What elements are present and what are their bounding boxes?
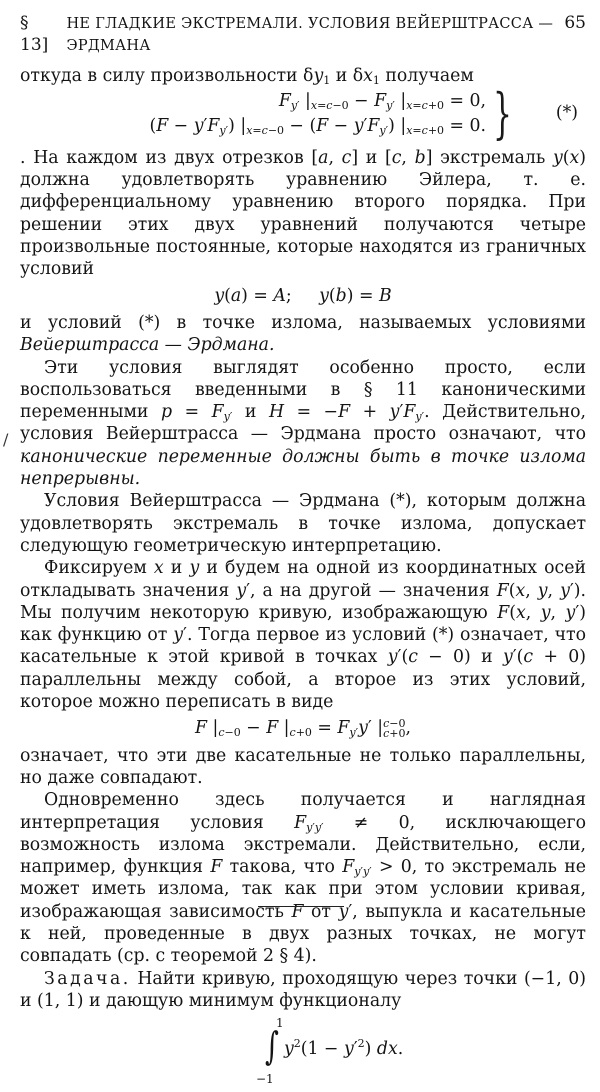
paragraph-1: . На каждом из двух отрезков [a, c] и [c, b] экстремаль y(x) должна удовлетворять уравнению Эйлера, т. е. дифференциальному уравнению второго порядка. При решении этих двух уравнений получаются четыре произвольные постоянные, которые находятся из граничных условий <box>20 147 586 280</box>
paragraph-6: означает, что эти две касательные не только параллельны, но даже совпадают. <box>20 745 586 788</box>
paragraph-2: и условий (*) в точке излома, называемых условиями Вейерштрасса — Эрдмана. <box>20 312 586 356</box>
weierstrass-erdmann-conditions <box>20 81 586 145</box>
margin-pencil-mark: / <box>3 430 9 449</box>
intro-line: откуда в силу произвольности $\delta y_1$ и $\delta x_1$ получаем <box>20 65 474 87</box>
equation-line-1: $F_{y'}$ $|_{x=c-0} - F_{y'}$ $|_{x=c+0} = 0$, <box>278 90 486 112</box>
integral-lower-limit: −1 <box>256 1072 274 1087</box>
section-ref: § 13] <box>20 13 49 56</box>
page-number: 65 <box>564 13 586 33</box>
running-header <box>20 12 586 58</box>
equation-label: (*) <box>555 102 578 123</box>
tangent-equation: F $|_{c-0} - F$ $|_{c+0} = F_{y'}y'$ |c−0 c+0, <box>195 717 411 741</box>
integrand: $y^2(1 - y'^2)$ dx. <box>284 1037 404 1060</box>
task-paragraph: Задача. Найти кривую, проходящую через точки (−1, 0) и (1, 1) и дающую минимум функционалу <box>20 968 586 1011</box>
boundary-conditions: y(a) = A; y(b) = B <box>214 285 392 306</box>
integral-upper-limit: 1 <box>276 1016 284 1031</box>
integral-sign: ∫ <box>264 1024 279 1069</box>
running-title: НЕ ГЛАДКИЕ ЭКСТРЕМАЛИ. УСЛОВИЯ ВЕЙЕРШТРАССА — ЭРДМАНА <box>66 16 554 55</box>
equation-line-2: $(F - y'F_{y'})$ $|_{x=c-0} - (F - y'F_{y'}) |_{x=c+0} = 0$. <box>149 115 486 137</box>
paragraph-3: Эти условия выглядят особенно просто, если воспользоваться введенными в § 11 каноническими переменными $p = F_{y'}$ и $H = -F + y'F_{y'}$. Действительно, условия Вейерштрасса — Эрдмана просто означают, что канонические переменные должны быть в точке излома непрерывны. <box>20 357 587 490</box>
right-brace: } <box>493 81 512 145</box>
task-label: Задача. <box>44 968 131 989</box>
paragraph-7: Одновременно здесь получается и наглядная интерпретация условия $F_{y'y'} \ne 0$, исключающего возможность излома экстремали. Действительно, если, например, функция F такова, что $F_{y'y'} > 0$, то экстремаль не может иметь излома, так как при этом условии кривая, изображающая зависимость F от y′, выпукла и касательные к ней, проведенные в двух разных точках, не могут совпадать (ср. с теоремой 2 § 4). <box>20 790 586 967</box>
paragraph-4: Условия Вейерштрасса — Эрдмана (*), которым должна удовлетворять экстремаль в точке излома, допускает следующую геометрическую интерпретацию. <box>20 491 586 556</box>
functional-integral <box>20 1016 586 1092</box>
end-rule <box>258 906 344 907</box>
paragraph-5: Фиксируем x и y и будем на одной из координатных осей откладывать значения y′, а на другой — значения F(x, y, y′). Мы получим некоторую кривую, изображающую F(x, y, y′) как функцию от y′. Тогда первое из условий (*) означает, что касательные к этой кривой в точках y′(c − 0) и y′(c + 0) параллельны между собой, а второе из этих условий, которое можно переписать в виде <box>20 558 587 713</box>
